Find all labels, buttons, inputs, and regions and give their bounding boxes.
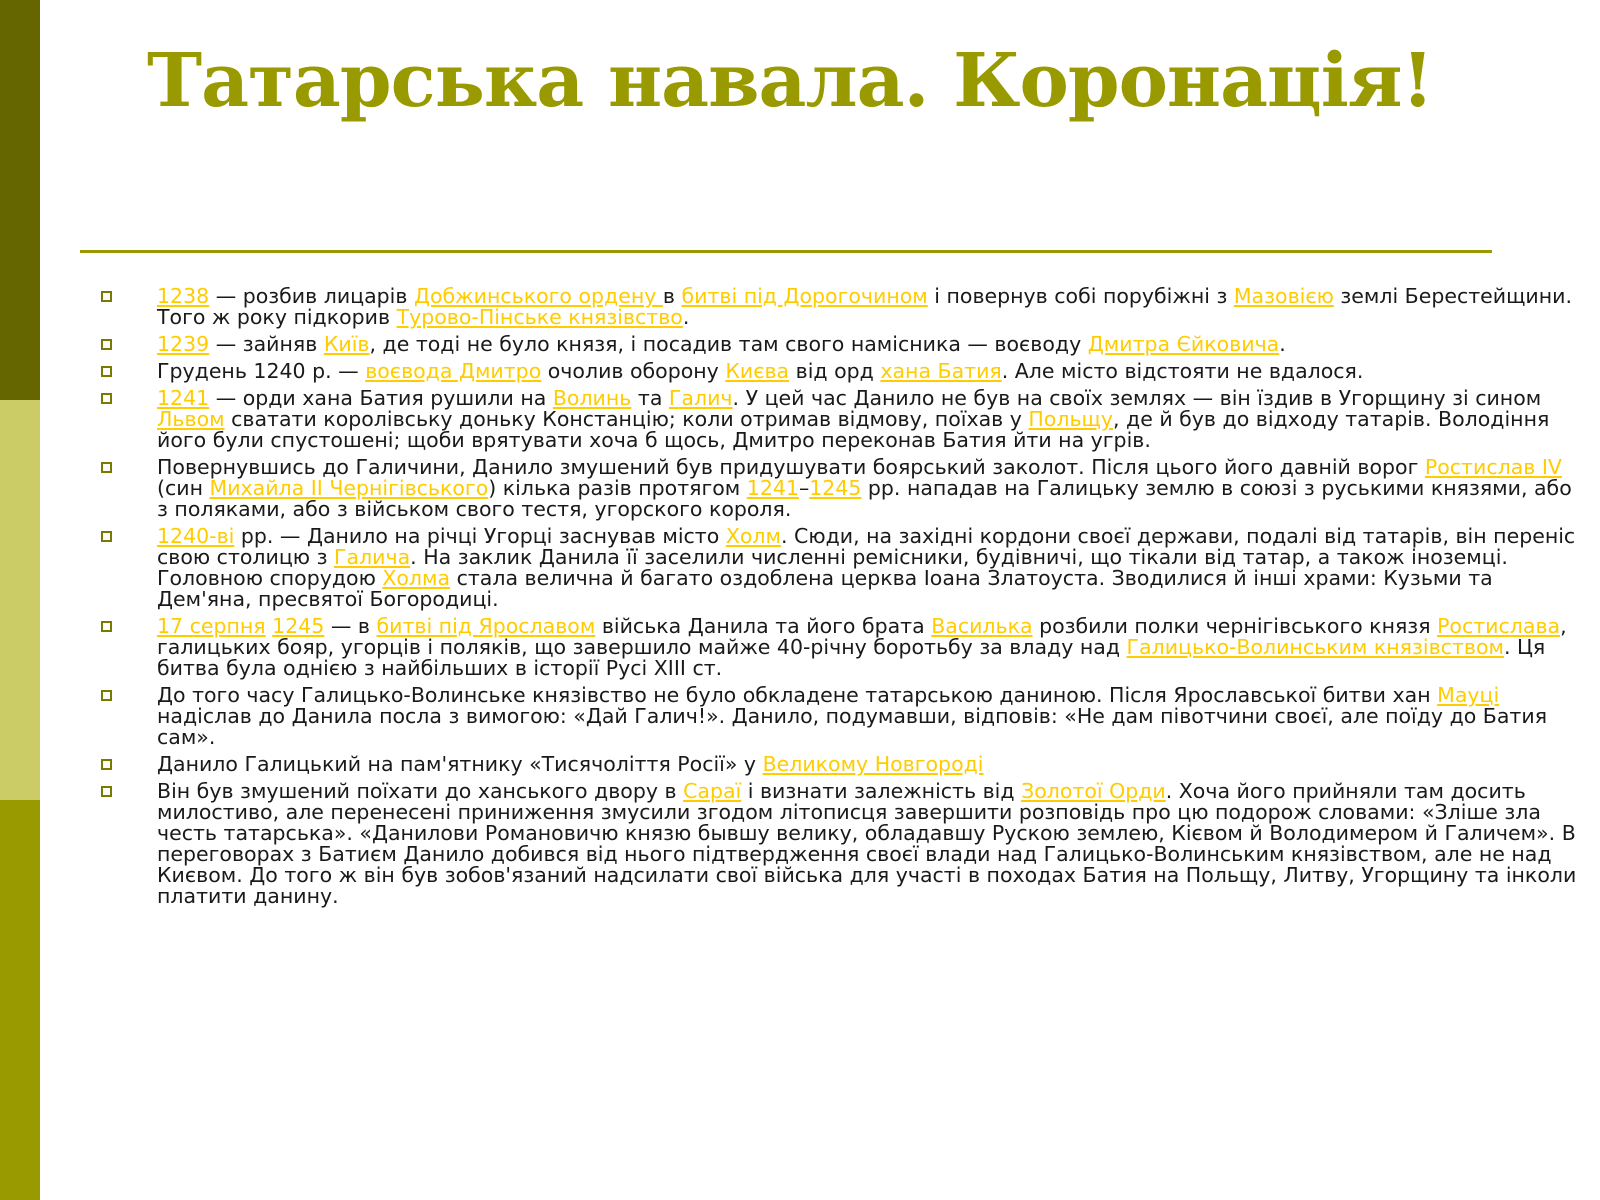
text-segment: стала велична й багато оздоблена церква Іоана Златоуста. Зводилися й інші храми: Кузьми та Дем'яна, пресвятої Богородиці. [157,566,1493,611]
text-link[interactable]: Галича [334,545,411,569]
text-segment: надіслав до Данила посла з вимогою: «Дай Галич!». Данило, подумавши, відповів: «Не дам півотчини своєї, але поїду до Батия сам». [157,704,1548,749]
text-link[interactable]: Києва [725,359,790,383]
square-bullet-icon [101,339,112,350]
text-link[interactable]: хана Батия [880,359,1002,383]
text-segment: Повернувшись до Галичини, Данило змушений був придушувати боярський заколот. Після цього його давній ворог [157,455,1425,479]
text-segment: . [682,305,690,329]
text-segment: . На заклик Данила її заселили численні ремісники, будівничі, що тікали від татар, а також іноземці. Головною спорудою [157,545,1508,590]
text-segment: сватати королівську доньку Констанцію; коли отримав відмову, поїхав у [224,407,1029,431]
left-band-bottom [0,800,40,1200]
text-link[interactable]: Дмитра Єйковича [1087,332,1280,356]
text-segment: – [798,476,810,500]
text-segment: До того часу Галицько-Волинське князівство не було обкладене татарською даниною. Після Ярославської битви хан [157,683,1438,707]
title-divider [80,250,1492,253]
slide-title: Татарська навала. Коронація! [147,38,1433,124]
text-segment: і визнати залежність від [741,779,1022,803]
text-segment: (син [157,476,210,500]
text-segment: Він був змушений поїхати до ханського двору в [157,779,684,803]
bullet-item [95,754,1585,775]
square-bullet-icon [101,786,112,797]
text-link[interactable]: 1245 [272,614,325,638]
square-bullet-icon [101,393,112,404]
square-bullet-icon [101,621,112,632]
text-link[interactable]: Холма [382,566,451,590]
square-bullet-icon [101,759,112,770]
text-segment: очолив оборону [541,359,726,383]
text-link[interactable]: 1239 [157,332,210,356]
text-segment: — зайняв [209,332,324,356]
bullet-list [95,286,1585,913]
text-link[interactable]: 17 серпня [157,614,266,638]
text-segment: Данило Галицький на пам'ятнику «Тисячоліття Росії» у [157,752,763,776]
text-segment: . Хоча його прийняли там досить милостиво, але перенесені приниження змусили згодом літописця завершити розповідь про цю подорож словами: «Зліше зла честь татарська». «Данилови Романовичю князю бывшу велику, обладавшу Рускою землею, Кієвом й Володимером й Галичем». В переговорах з Батиєм Данило добився від нього підтвердження своєї влади над Галицько-Волинським князівством, але не над Києвом. До того ж він був зобов'язаний надсилати свої війська для участі в походах Батия на Польщу, Литву, Угорщину та інколи платити данину. [157,779,1577,908]
text-segment: в [662,284,682,308]
text-link[interactable]: Холм [725,524,781,548]
text-segment: Грудень 1240 р. — [157,359,366,383]
text-link[interactable]: Львом [157,407,225,431]
bullet-item [95,361,1585,382]
text-link[interactable]: Київ [323,332,370,356]
text-link[interactable]: Михайла II Чернігівського [209,476,489,500]
text-segment: , галицьких бояр, угорців і поляків, що завершило майже 40-річну боротьбу за владу над [157,614,1567,659]
text-link[interactable]: 1238 [157,284,210,308]
bullet-item [95,616,1585,679]
text-segment: ) кілька разів протягом [488,476,747,500]
text-segment: і повернув собі порубіжні з [927,284,1234,308]
text-link[interactable]: Золотої Орди [1021,779,1166,803]
text-link[interactable]: Ростислава [1437,614,1561,638]
left-band-top [0,0,40,400]
text-segment: землі Берестейщини. Того ж року підкорив [157,284,1572,329]
text-link[interactable]: битві під Ярославом [376,614,596,638]
text-link[interactable]: Галицько-Волинським князівством [1126,635,1504,659]
text-segment: . Ця битва була однією з найбільших в історії Русі XIII ст. [157,635,1546,680]
bullet-item [95,388,1585,451]
bullet-item [95,334,1585,355]
text-link[interactable]: Добжинського ордену [413,284,663,308]
bullet-item [95,286,1585,328]
text-link[interactable]: Великому Новгороді [762,752,984,776]
text-segment: . Сюди, на західні кордони своєї держави, подалі від татарів, він переніс свою столицю з [157,524,1576,569]
text-segment: . Але місто відстояти не вдалося. [1001,359,1364,383]
text-link[interactable]: битві під Дорогочином [681,284,928,308]
text-segment: та [631,386,669,410]
bullet-item [95,526,1585,610]
text-segment: розбили полки чернігівського князя [1032,614,1438,638]
text-link[interactable]: воєвода Дмитро [365,359,542,383]
square-bullet-icon [101,291,112,302]
text-segment: . [1279,332,1286,356]
square-bullet-icon [101,690,112,701]
text-link[interactable]: Польщу [1028,407,1113,431]
square-bullet-icon [101,462,112,473]
square-bullet-icon [101,366,112,377]
text-segment: рр. — Данило на річці Угорці заснував місто [234,524,726,548]
left-band-middle [0,400,40,800]
text-link[interactable]: Турово-Пінське князівство [396,305,683,329]
text-segment: — розбив лицарів [209,284,414,308]
text-link[interactable]: 1245 [809,476,862,500]
text-link[interactable]: Ростислав IV [1424,455,1562,479]
text-link[interactable]: Мазовією [1233,284,1334,308]
text-link[interactable]: Галич [668,386,733,410]
text-link[interactable]: 1241 [157,386,210,410]
text-link[interactable]: 1241 [746,476,799,500]
bullet-item [95,685,1585,748]
bullet-item [95,781,1585,907]
text-link[interactable]: Василька [931,614,1033,638]
text-segment: від орд [789,359,881,383]
text-link[interactable]: Мауці [1437,683,1500,707]
text-segment: — в [324,614,377,638]
text-segment: , де й був до відходу татарів. Володіння його були спустошені; щоби врятувати хоча б щось, Дмитро переконав Батия йти на угрів. [157,407,1550,452]
text-link[interactable]: Волинь [552,386,632,410]
text-segment: рр. нападав на Галицьку землю в союзі з руськими князями, або з поляками, або з військом свого тестя, угорского короля. [157,476,1572,521]
text-segment: . У цей час Данило не був на своїх землях — він їздив в Угорщину зі сином [732,386,1542,410]
text-segment: війська Данила та його брата [595,614,932,638]
text-link[interactable]: 1240-ві [157,524,235,548]
text-segment: , де тоді не було князя, і посадив там свого намісника — воєводу [369,332,1088,356]
text-segment: — орди хана Батия рушили на [209,386,553,410]
square-bullet-icon [101,531,112,542]
text-link[interactable]: Сараї [683,779,742,803]
bullet-item [95,457,1585,520]
